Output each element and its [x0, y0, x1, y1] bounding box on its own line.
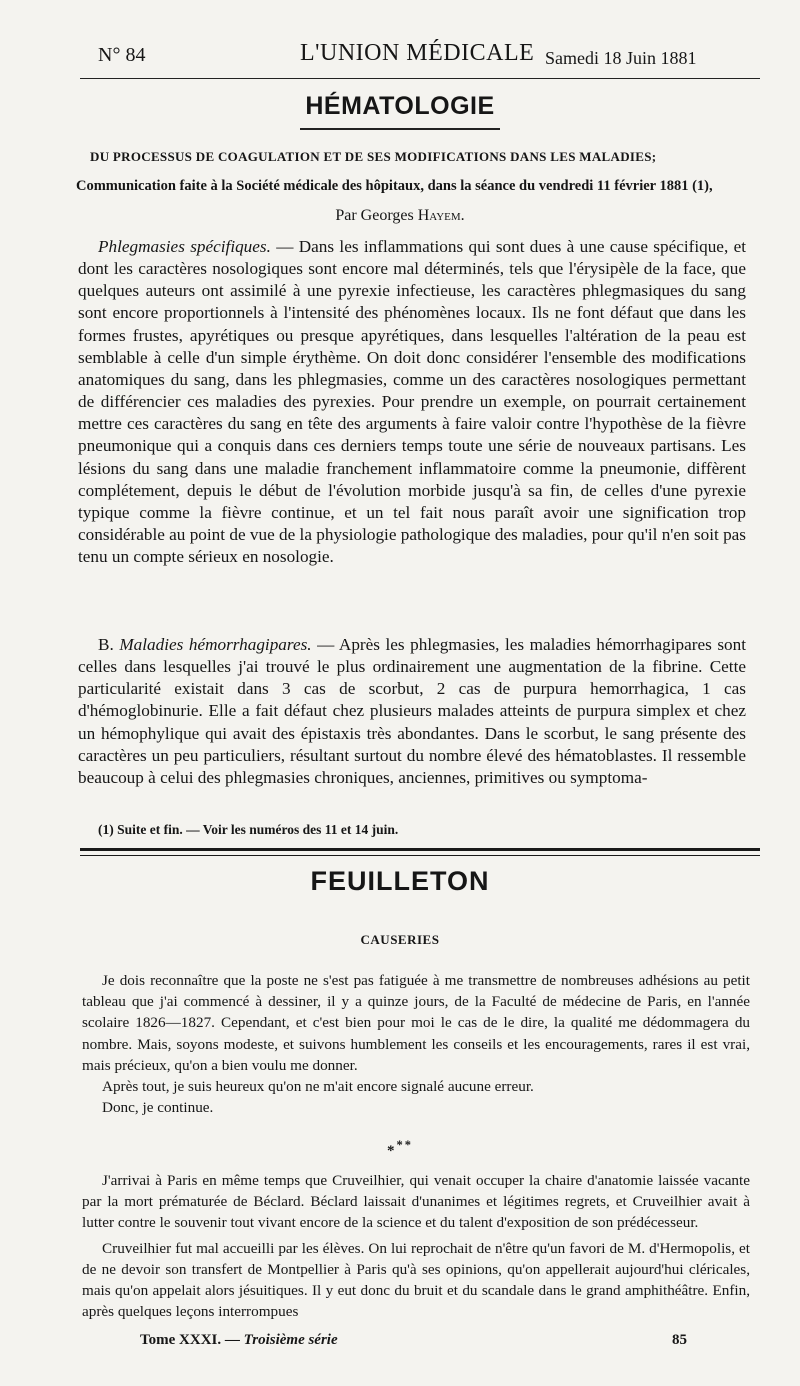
issue-date: Samedi 18 Juin 1881 — [545, 48, 697, 68]
footer-volume: Tome XXXI. — Troisième série — [140, 1332, 338, 1348]
feuilleton-paragraph: Après tout, je suis heureux qu'on ne m'ait encore signalé aucune erreur. — [102, 1078, 534, 1096]
paragraph-lead: Maladies hémorrhagipares. — [119, 635, 312, 654]
footer-tome: Tome XXXI. — [140, 1332, 222, 1348]
section-rule — [300, 128, 500, 130]
paragraph-text: — Dans les inflammations qui sont dues à une cause spécifique, et dont les caractères nosologiques sont encore mal déterminés, tels que l'érysipèle de la face, que quelques auteurs ont assimilé à une pyrexie infectieuse, les caractères phlegmasiques du sang sont encore proportionnels à l'intensité des phénomènes locaux. Ils ne font défaut que dans les formes frustes, apyrétiques ou presque apyrétiques, dans lesquelles l'altération de la peau est semblable à celle d'un simple érythème. On doit donc considérer l'ensemble des modifications anatomiques du sang, dans les phlegmasies, comme un des caractères nosologiques permettant de différencier ces maladies des pyrexies. Pour prendre un exemple, on pourrait certainement mettre ces caractères du sang en tête des arguments à faire valoir contre l'hypothèse de la fièvre pneumonique qui a conquis dans ces derniers temps toute une série de nouveaux partisans. Les lésions du sang dans une maladie franchement inflammatoire comme la pneumonie, diffèrent complétement, depuis le début de l'évolution morbide jusqu'à sa fin, de celles d'une pyrexie typique comme la fièvre continue, et un tel fait nous paraît avoir une signification trop considérable au point de vue de la physiologie pathologique des maladies, pour qu'il n'en soit pas tenu un compte sérieux en nosologie. — [78, 237, 746, 567]
byline-prefix: Par Georges — [335, 207, 414, 224]
feuilleton-body-continued — [82, 1170, 750, 1322]
article-body — [78, 236, 746, 568]
footnote: (1) Suite et fin. — Voir les numéros des 11 et 14 juin. — [98, 822, 399, 837]
article-byline — [0, 207, 800, 225]
paragraph-phlegmasies — [78, 236, 746, 568]
paragraph-text: — Après les phlegmasies, les maladies hémorrhagipares sont celles dans lesquelles j'ai trouvé le plus ordinairement une augmentation de la fibrine. Cette particularité existait dans 3 cas de scorbut, 2 cas de purpura hemorrhagica, 1 cas d'hémoglobinurie. Elle a fait défaut chez plusieurs malades atteints de purpura simplex et chez un hémophylique qui avait des épistaxis très abondantes. Dans le scorbut, le sang présente des caractères un peu particuliers, résultant surtout du nombre élevé des hématoblastes. Il ressemble beaucoup à celui des phlegmasies chroniques, anciennes, primitives ou symptoma- — [78, 635, 746, 787]
paragraph-lead: Phlegmasies spécifiques. — [98, 237, 271, 256]
feuilleton-subtitle: CAUSERIES — [360, 932, 440, 947]
footer-serie: Troisième série — [243, 1332, 338, 1348]
feuilleton-rule-thin — [80, 855, 760, 856]
journal-title: L'UNION MÉDICALE — [300, 40, 535, 66]
feuilleton-paragraph: Cruveilhier fut mal accueilli par les élèves. On lui reprochait de n'être qu'un favori de M. d'Hermopolis, et de ne devoir son transfert de Montpellier à Paris qu'à ses opinions, qu'on appellerait aujourd'hui cléricales, mais qu'on appelait alors jésuitiques. Il y eut donc du bruit et du scandale dans le grand amphithéâtre. Enfin, après quelques leçons interrompues — [82, 1239, 750, 1321]
feuilleton-paragraph: J'arrivai à Paris en même temps que Cruveilhier, qui venait occuper la chaire d'anatomie laissée vacante par la mort prématurée de Béclard. Béclard laissait d'unanimes et légitimes regrets, et Cruveilhier avait à lutter contre le souvenir tout vivant encore de la science et du talent d'exposition de son prédécesseur. — [82, 1172, 750, 1232]
section-title: HÉMATOLOGIE — [305, 92, 495, 120]
issue-number: N° 84 — [98, 44, 146, 66]
feuilleton-body — [82, 970, 750, 1118]
article-title: DU PROCESSUS DE COAGULATION ET DE SES MODIFICATIONS DANS LES MALADIES; — [90, 149, 657, 164]
feuilleton-rule — [80, 848, 760, 851]
paragraph-hemorrhagipares — [78, 634, 746, 789]
author-name: Hayem. — [417, 207, 465, 224]
feuilleton-paragraph: Je dois reconnaître que la poste ne s'est pas fatiguée à me transmettre de nombreuses adhésions au petit tableau que j'ai commencé à dessiner, il y a quinze jours, de la Faculté de médecine de Paris, en l'année scolaire 1826—1827. Cependant, et c'est bien pour moi le cas de le dire, la qualité me dédommagera du nombre. Mais, soyons modeste, et suivons humblement les conseils et les encouragements, rares il est vrai, mais précieux, qu'on a bien voulu me donner. — [82, 972, 750, 1074]
article-body-continued — [78, 634, 746, 789]
paragraph-prefix: B. — [98, 635, 120, 654]
section-separator: *** — [387, 1138, 413, 1159]
feuilleton-title: FEUILLETON — [310, 866, 490, 896]
page-number: 85 — [672, 1332, 687, 1348]
article-communication: Communication faite à la Société médicale des hôpitaux, dans la séance du vendredi 11 février 1881 (1), — [76, 178, 713, 194]
feuilleton-paragraph: Donc, je continue. — [102, 1099, 214, 1117]
header-rule — [80, 78, 760, 79]
